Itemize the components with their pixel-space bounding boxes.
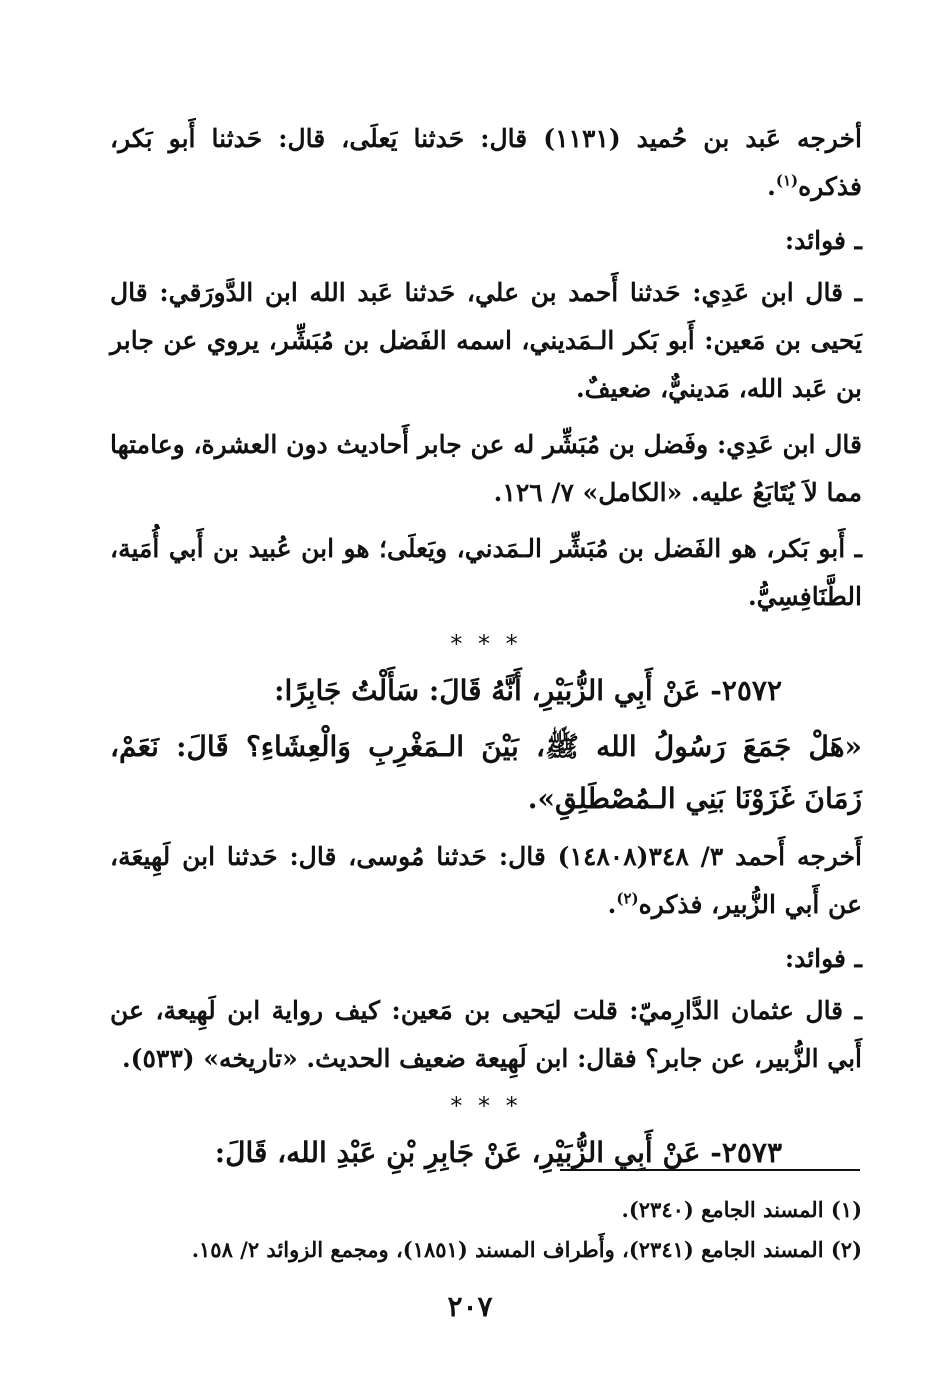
paragraph-takhrij-1: أخرجه عَبد بن حُميد (١١٣١) قال: حَدثنا يَعلَى، قال: حَدثنا أَبو بَكر، فذكره$^{(١)}$. [110, 124, 863, 201]
footnote-2: (٢) المسند الجامع (٢٣٤١)، وأَطراف المسند (١٨٥١)، ومجمع الزوائد ٢/ ١٥٨. [191, 1237, 862, 1262]
footnote-ref-2[interactable]: (٢) [616, 889, 639, 908]
paragraph-ibn-adi-2: قال ابن عَدِي: وفَضل بن مُبَشِّر له عن جابر أَحاديث دون العشرة، وعامتها مما لاَ يُتَابَعُ عليه. «الكامل» ٧/ ١٢٦. [110, 430, 862, 507]
paragraph-takhrij-2: أَخرجه أَحمد ٣/ ٣٤٨(١٤٨٠٨) قال: حَدثنا مُوسى، قال: حَدثنا ابن لَهِيعَة، عن أَبي الزُّبير، فذكره$^{(٢)}$. [110, 842, 862, 919]
section-separator-2: * * * [450, 1092, 522, 1120]
footnote-1: (١) المسند الجامع (٢٣٤٠). [621, 1197, 862, 1222]
hadith-2573-heading: ٢٥٧٣- عَنْ أَبِي الزُّبَيْرِ، عَنْ جَابِرِ بْنِ عَبْدِ الله، قَالَ: [214, 1136, 782, 1169]
paragraph-abu-bakr-note: ـ أَبو بَكر، هو الفَضل بن مُبَشِّر الـمَدني، ويَعلَى؛ هو ابن عُبيد بن أَبي أُمَية، الطَّنَافِسِيُّ. [110, 534, 862, 611]
fawaid-heading-2: ـ فوائد: [784, 944, 862, 973]
footnote-divider [560, 1169, 860, 1171]
hadith-2572-heading: ٢٥٧٢- عَنْ أَبِي الزُّبَيْرِ، أَنَّهُ قَالَ: سَأَلْتُ جَابِرًا: [274, 674, 782, 707]
footnotes [110, 1190, 862, 1270]
fawaid-heading-1: ـ فوائد: [784, 226, 862, 255]
page-body [110, 115, 862, 1183]
paragraph-darimi: ـ قال عثمان الدَّارِميّ: قلت ليَحيى بن مَعين: كيف رواية ابن لَهِيعة، عن أَبي الزُّبير، عن جابر؟ فقال: ابن لَهِيعة ضعيف الحديث. «تاريخه» (٥٣٣). [110, 996, 862, 1073]
footnote-ref-1[interactable]: (١) [775, 171, 799, 190]
section-separator-1: * * * [450, 630, 522, 658]
page-number: ٢٠٧ [447, 1290, 493, 1323]
hadith-2572-text: «هَلْ جَمَعَ رَسُولُ الله ﷺ، بَيْنَ الـمَغْرِبِ وَالْعِشَاءِ؟ قَالَ: نَعَمْ، زَمَانَ غَزَوْنَا بَنِي الـمُصْطَلِقِ». [110, 730, 862, 815]
paragraph-ibn-adi-1: ـ قال ابن عَدِي: حَدثنا أَحمد بن علي، حَدثنا عَبد الله ابن الدَّورَقي: قال يَحيى بن مَعين: أَبو بَكر الـمَديني، اسمه الفَضل بن مُبَشِّر، يروي عن جابر بن عَبد الله، مَدينيٌّ، ضعيفٌ. [110, 278, 862, 403]
